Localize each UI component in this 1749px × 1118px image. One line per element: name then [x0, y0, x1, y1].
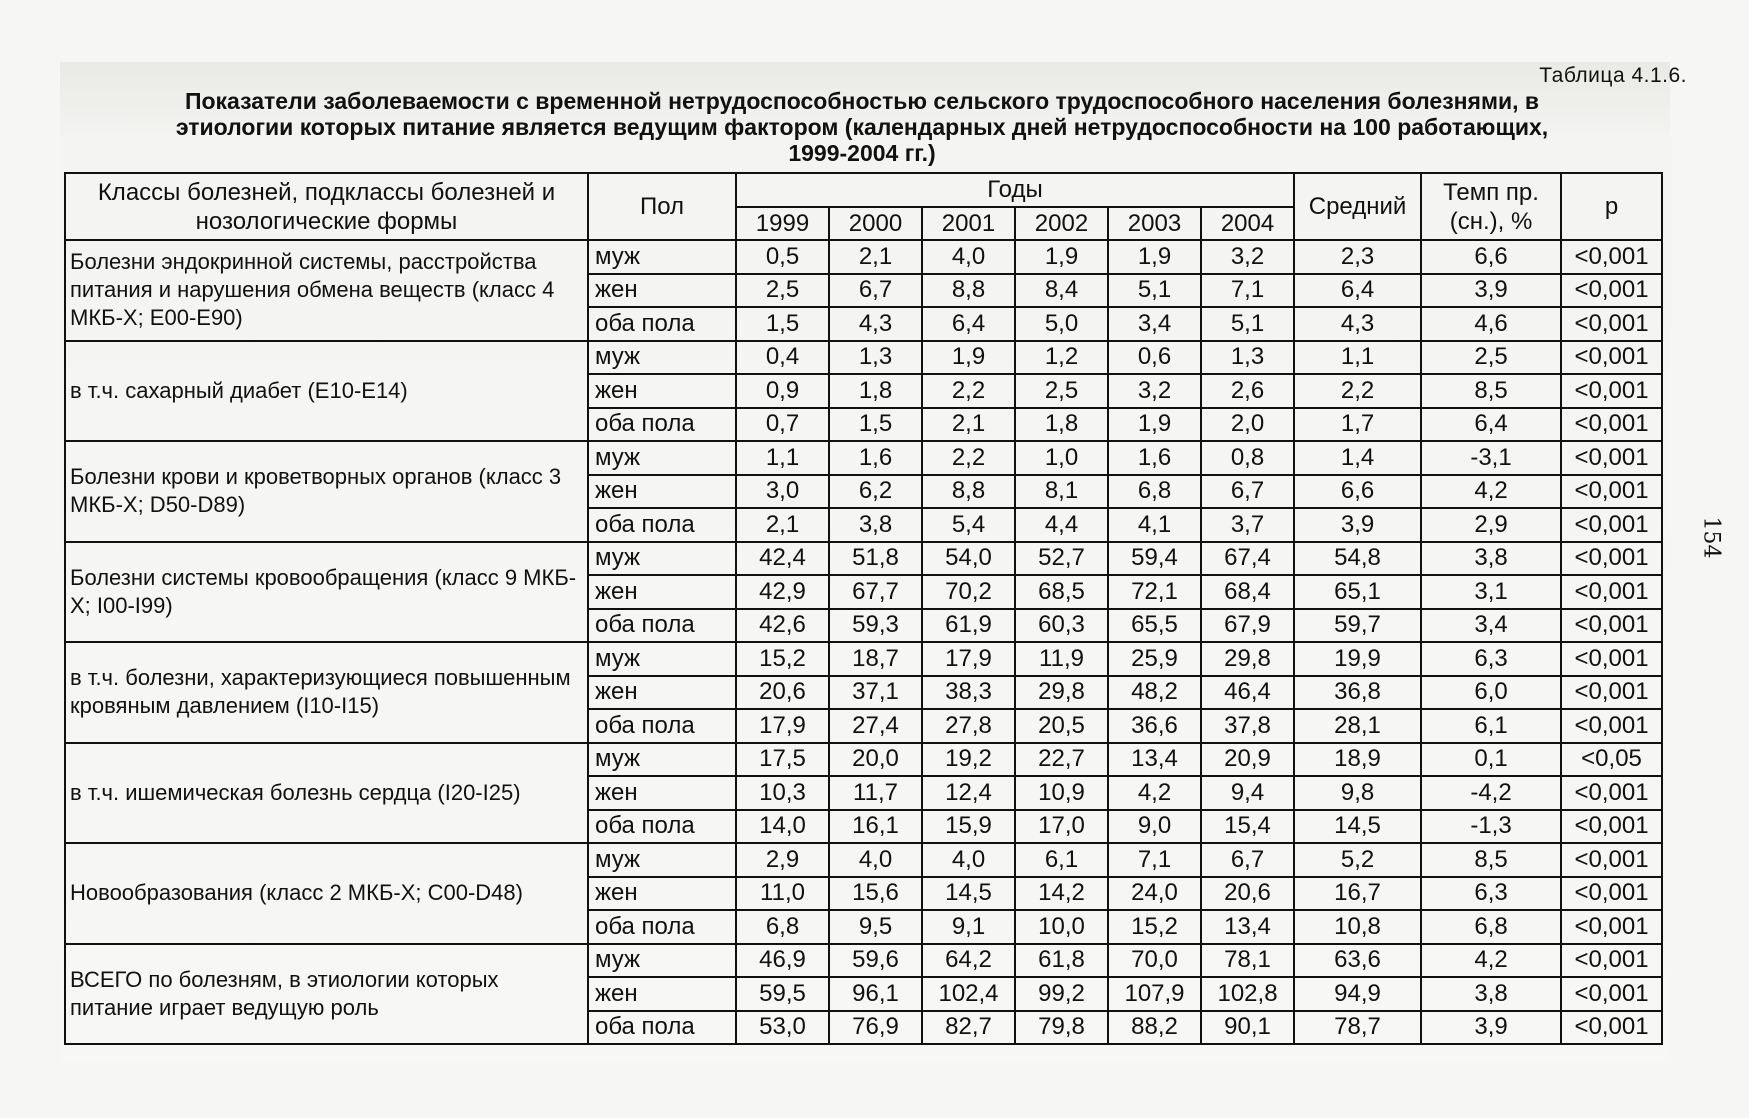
- year-value-cell: 64,2: [922, 944, 1015, 978]
- p-value-cell: <0,001: [1561, 307, 1662, 341]
- year-value-cell: 1,5: [829, 408, 922, 442]
- year-value-cell: 6,4: [922, 307, 1015, 341]
- year-value-cell: 7,1: [1108, 843, 1201, 877]
- year-value-cell: 107,9: [1108, 977, 1201, 1011]
- year-value-cell: 14,5: [922, 877, 1015, 911]
- growth-rate-cell: 6,3: [1421, 642, 1561, 676]
- year-value-cell: 60,3: [1015, 609, 1108, 643]
- growth-rate-cell: 6,0: [1421, 676, 1561, 710]
- average-cell: 78,7: [1294, 1011, 1421, 1045]
- average-cell: 4,3: [1294, 307, 1421, 341]
- year-value-cell: 3,7: [1201, 508, 1294, 542]
- average-cell: 5,2: [1294, 843, 1421, 877]
- disease-class-cell: в т.ч. болезни, характеризующиеся повышенным кровяным давлением (I10-I15): [65, 642, 588, 743]
- year-value-cell: 4,3: [829, 307, 922, 341]
- p-value-cell: <0,05: [1561, 743, 1662, 777]
- table-row: [65, 542, 1662, 576]
- average-cell: 16,7: [1294, 877, 1421, 911]
- table-number: Таблица 4.1.6.: [1539, 64, 1687, 87]
- year-value-cell: 6,7: [829, 274, 922, 308]
- average-cell: 6,6: [1294, 475, 1421, 509]
- sex-cell: жен: [588, 877, 736, 911]
- p-value-cell: <0,001: [1561, 676, 1662, 710]
- sex-cell: муж: [588, 843, 736, 877]
- sex-cell: муж: [588, 441, 736, 475]
- year-value-cell: 0,9: [736, 374, 829, 408]
- sex-cell: оба пола: [588, 1011, 736, 1045]
- sex-cell: оба пола: [588, 609, 736, 643]
- year-value-cell: 4,4: [1015, 508, 1108, 542]
- average-cell: 54,8: [1294, 542, 1421, 576]
- header-year: 2002: [1015, 207, 1108, 241]
- year-value-cell: 15,2: [1108, 910, 1201, 944]
- sex-cell: муж: [588, 944, 736, 978]
- year-value-cell: 48,2: [1108, 676, 1201, 710]
- table-row: [65, 341, 1662, 375]
- page-number: 154: [1698, 516, 1724, 559]
- year-value-cell: 3,2: [1201, 240, 1294, 274]
- year-value-cell: 59,3: [829, 609, 922, 643]
- growth-rate-cell: 6,8: [1421, 910, 1561, 944]
- year-value-cell: 17,9: [922, 642, 1015, 676]
- p-value-cell: <0,001: [1561, 810, 1662, 844]
- disease-class-cell: Болезни крови и кроветворных органов (класс 3 МКБ-X; D50-D89): [65, 441, 588, 542]
- year-value-cell: 5,4: [922, 508, 1015, 542]
- year-value-cell: 70,2: [922, 575, 1015, 609]
- year-value-cell: 15,6: [829, 877, 922, 911]
- average-cell: 2,3: [1294, 240, 1421, 274]
- sex-cell: жен: [588, 274, 736, 308]
- year-value-cell: 2,2: [922, 441, 1015, 475]
- sex-cell: оба пола: [588, 508, 736, 542]
- average-cell: 19,9: [1294, 642, 1421, 676]
- table-row: [65, 743, 1662, 777]
- year-value-cell: 4,0: [922, 843, 1015, 877]
- header-average: Средний: [1294, 173, 1421, 240]
- sex-cell: оба пола: [588, 910, 736, 944]
- p-value-cell: <0,001: [1561, 341, 1662, 375]
- year-value-cell: 1,9: [1108, 240, 1201, 274]
- year-value-cell: 1,5: [736, 307, 829, 341]
- year-value-cell: 14,2: [1015, 877, 1108, 911]
- sex-cell: оба пола: [588, 307, 736, 341]
- growth-rate-cell: 6,3: [1421, 877, 1561, 911]
- year-value-cell: 42,9: [736, 575, 829, 609]
- sex-cell: муж: [588, 240, 736, 274]
- year-value-cell: 76,9: [829, 1011, 922, 1045]
- header-year: 2003: [1108, 207, 1201, 241]
- disease-class-cell: Болезни системы кровообращения (класс 9 МКБ-X; I00-I99): [65, 542, 588, 643]
- year-value-cell: 82,7: [922, 1011, 1015, 1045]
- year-value-cell: 29,8: [1015, 676, 1108, 710]
- sex-cell: муж: [588, 642, 736, 676]
- year-value-cell: 24,0: [1108, 877, 1201, 911]
- year-value-cell: 25,9: [1108, 642, 1201, 676]
- year-value-cell: 27,8: [922, 709, 1015, 743]
- p-value-cell: <0,001: [1561, 910, 1662, 944]
- sex-cell: жен: [588, 475, 736, 509]
- year-value-cell: 11,7: [829, 776, 922, 810]
- year-value-cell: 1,2: [1015, 341, 1108, 375]
- p-value-cell: <0,001: [1561, 240, 1662, 274]
- year-value-cell: 14,0: [736, 810, 829, 844]
- disease-class-cell: в т.ч. сахарный диабет (E10-E14): [65, 341, 588, 442]
- year-value-cell: 90,1: [1201, 1011, 1294, 1045]
- year-value-cell: 59,6: [829, 944, 922, 978]
- year-value-cell: 19,2: [922, 743, 1015, 777]
- header-year: 2004: [1201, 207, 1294, 241]
- growth-rate-cell: 4,2: [1421, 944, 1561, 978]
- year-value-cell: 42,4: [736, 542, 829, 576]
- year-value-cell: 15,4: [1201, 810, 1294, 844]
- year-value-cell: 67,4: [1201, 542, 1294, 576]
- average-cell: 2,2: [1294, 374, 1421, 408]
- year-value-cell: 17,5: [736, 743, 829, 777]
- year-value-cell: 1,8: [829, 374, 922, 408]
- disease-class-cell: в т.ч. ишемическая болезнь сердца (I20-I25): [65, 743, 588, 844]
- year-value-cell: 2,6: [1201, 374, 1294, 408]
- year-value-cell: 78,1: [1201, 944, 1294, 978]
- year-value-cell: 2,2: [922, 374, 1015, 408]
- year-value-cell: 88,2: [1108, 1011, 1201, 1045]
- year-value-cell: 6,8: [1108, 475, 1201, 509]
- p-value-cell: <0,001: [1561, 944, 1662, 978]
- year-value-cell: 1,9: [922, 341, 1015, 375]
- year-value-cell: 2,1: [922, 408, 1015, 442]
- year-value-cell: 46,9: [736, 944, 829, 978]
- header-years-group: Годы: [736, 173, 1294, 207]
- year-value-cell: 9,0: [1108, 810, 1201, 844]
- year-value-cell: 59,5: [736, 977, 829, 1011]
- year-value-cell: 18,7: [829, 642, 922, 676]
- table-row: [65, 240, 1662, 274]
- year-value-cell: 4,2: [1108, 776, 1201, 810]
- year-value-cell: 4,0: [922, 240, 1015, 274]
- growth-rate-cell: 2,9: [1421, 508, 1561, 542]
- growth-rate-cell: 3,8: [1421, 977, 1561, 1011]
- year-value-cell: 9,1: [922, 910, 1015, 944]
- p-value-cell: <0,001: [1561, 776, 1662, 810]
- year-value-cell: 96,1: [829, 977, 922, 1011]
- year-value-cell: 6,7: [1201, 475, 1294, 509]
- sex-cell: оба пола: [588, 408, 736, 442]
- growth-rate-cell: -3,1: [1421, 441, 1561, 475]
- year-value-cell: 3,8: [829, 508, 922, 542]
- average-cell: 9,8: [1294, 776, 1421, 810]
- growth-rate-cell: 3,8: [1421, 542, 1561, 576]
- growth-rate-cell: 6,4: [1421, 408, 1561, 442]
- year-value-cell: 1,6: [1108, 441, 1201, 475]
- year-value-cell: 20,9: [1201, 743, 1294, 777]
- year-value-cell: 37,1: [829, 676, 922, 710]
- growth-rate-cell: 3,9: [1421, 274, 1561, 308]
- sex-cell: муж: [588, 542, 736, 576]
- p-value-cell: <0,001: [1561, 609, 1662, 643]
- p-value-cell: <0,001: [1561, 709, 1662, 743]
- year-value-cell: 5,1: [1108, 274, 1201, 308]
- year-value-cell: 2,1: [829, 240, 922, 274]
- growth-rate-cell: 4,6: [1421, 307, 1561, 341]
- header-sex: Пол: [588, 173, 736, 240]
- year-value-cell: 11,0: [736, 877, 829, 911]
- sex-cell: оба пола: [588, 810, 736, 844]
- year-value-cell: 68,4: [1201, 575, 1294, 609]
- year-value-cell: 1,6: [829, 441, 922, 475]
- year-value-cell: 65,5: [1108, 609, 1201, 643]
- year-value-cell: 12,4: [922, 776, 1015, 810]
- p-value-cell: <0,001: [1561, 575, 1662, 609]
- year-value-cell: 11,9: [1015, 642, 1108, 676]
- p-value-cell: <0,001: [1561, 508, 1662, 542]
- disease-class-cell: Болезни эндокринной системы, расстройства питания и нарушения обмена веществ (класс 4 МКБ-X; E00-E90): [65, 240, 588, 341]
- year-value-cell: 8,8: [922, 475, 1015, 509]
- year-value-cell: 17,0: [1015, 810, 1108, 844]
- year-value-cell: 9,4: [1201, 776, 1294, 810]
- p-value-cell: <0,001: [1561, 475, 1662, 509]
- year-value-cell: 16,1: [829, 810, 922, 844]
- year-value-cell: 1,9: [1108, 408, 1201, 442]
- growth-rate-cell: 6,6: [1421, 240, 1561, 274]
- year-value-cell: 9,5: [829, 910, 922, 944]
- year-value-cell: 102,8: [1201, 977, 1294, 1011]
- year-value-cell: 38,3: [922, 676, 1015, 710]
- header-growth-rate: Темп пр. (сн.), %: [1421, 173, 1561, 240]
- average-cell: 94,9: [1294, 977, 1421, 1011]
- year-value-cell: 54,0: [922, 542, 1015, 576]
- year-value-cell: 67,7: [829, 575, 922, 609]
- sex-cell: жен: [588, 575, 736, 609]
- year-value-cell: 46,4: [1201, 676, 1294, 710]
- p-value-cell: <0,001: [1561, 542, 1662, 576]
- year-value-cell: 1,9: [1015, 240, 1108, 274]
- table-row: [65, 843, 1662, 877]
- year-value-cell: 2,5: [1015, 374, 1108, 408]
- year-value-cell: 51,8: [829, 542, 922, 576]
- year-value-cell: 4,1: [1108, 508, 1201, 542]
- year-value-cell: 20,0: [829, 743, 922, 777]
- year-value-cell: 36,6: [1108, 709, 1201, 743]
- year-value-cell: 1,1: [736, 441, 829, 475]
- p-value-cell: <0,001: [1561, 642, 1662, 676]
- header-year: 2001: [922, 207, 1015, 241]
- sex-cell: жен: [588, 676, 736, 710]
- p-value-cell: <0,001: [1561, 374, 1662, 408]
- growth-rate-cell: 6,1: [1421, 709, 1561, 743]
- average-cell: 28,1: [1294, 709, 1421, 743]
- year-value-cell: 61,9: [922, 609, 1015, 643]
- caption-line: Показатели заболеваемости с временной нетрудоспособностью сельского трудоспособного населения болезнями, в: [184, 88, 1540, 114]
- header-class: Классы болезней, подклассы болезней и нозологические формы: [65, 173, 588, 240]
- year-value-cell: 22,7: [1015, 743, 1108, 777]
- year-value-cell: 6,2: [829, 475, 922, 509]
- sex-cell: муж: [588, 743, 736, 777]
- p-value-cell: <0,001: [1561, 977, 1662, 1011]
- disease-class-cell: Новообразования (класс 2 МКБ-X; C00-D48): [65, 843, 588, 944]
- year-value-cell: 20,6: [1201, 877, 1294, 911]
- table-row: [65, 441, 1662, 475]
- year-value-cell: 4,0: [829, 843, 922, 877]
- table-header: [65, 173, 1662, 240]
- year-value-cell: 99,2: [1015, 977, 1108, 1011]
- year-value-cell: 8,8: [922, 274, 1015, 308]
- year-value-cell: 59,4: [1108, 542, 1201, 576]
- growth-rate-cell: 3,1: [1421, 575, 1561, 609]
- year-value-cell: 3,2: [1108, 374, 1201, 408]
- year-value-cell: 79,8: [1015, 1011, 1108, 1045]
- year-value-cell: 52,7: [1015, 542, 1108, 576]
- p-value-cell: <0,001: [1561, 441, 1662, 475]
- p-value-cell: <0,001: [1561, 843, 1662, 877]
- average-cell: 1,7: [1294, 408, 1421, 442]
- average-cell: 14,5: [1294, 810, 1421, 844]
- year-value-cell: 53,0: [736, 1011, 829, 1045]
- year-value-cell: 0,4: [736, 341, 829, 375]
- year-value-cell: 17,9: [736, 709, 829, 743]
- year-value-cell: 10,9: [1015, 776, 1108, 810]
- growth-rate-cell: 3,4: [1421, 609, 1561, 643]
- growth-rate-cell: 4,2: [1421, 475, 1561, 509]
- p-value-cell: <0,001: [1561, 408, 1662, 442]
- year-value-cell: 15,2: [736, 642, 829, 676]
- year-value-cell: 27,4: [829, 709, 922, 743]
- year-value-cell: 67,9: [1201, 609, 1294, 643]
- year-value-cell: 3,4: [1108, 307, 1201, 341]
- average-cell: 36,8: [1294, 676, 1421, 710]
- year-value-cell: 6,8: [736, 910, 829, 944]
- year-value-cell: 0,5: [736, 240, 829, 274]
- year-value-cell: 6,7: [1201, 843, 1294, 877]
- header-year: 2000: [829, 207, 922, 241]
- header-year: 1999: [736, 207, 829, 241]
- year-value-cell: 6,1: [1015, 843, 1108, 877]
- table-row: [65, 642, 1662, 676]
- growth-rate-cell: 2,5: [1421, 341, 1561, 375]
- year-value-cell: 13,4: [1108, 743, 1201, 777]
- year-value-cell: 72,1: [1108, 575, 1201, 609]
- year-value-cell: 29,8: [1201, 642, 1294, 676]
- year-value-cell: 68,5: [1015, 575, 1108, 609]
- average-cell: 6,4: [1294, 274, 1421, 308]
- average-cell: 63,6: [1294, 944, 1421, 978]
- growth-rate-cell: -1,3: [1421, 810, 1561, 844]
- year-value-cell: 102,4: [922, 977, 1015, 1011]
- year-value-cell: 5,0: [1015, 307, 1108, 341]
- sex-cell: оба пола: [588, 709, 736, 743]
- p-value-cell: <0,001: [1561, 274, 1662, 308]
- year-value-cell: 1,3: [1201, 341, 1294, 375]
- average-cell: 65,1: [1294, 575, 1421, 609]
- year-value-cell: 2,5: [736, 274, 829, 308]
- year-value-cell: 61,8: [1015, 944, 1108, 978]
- growth-rate-cell: 0,1: [1421, 743, 1561, 777]
- caption-line: 1999-2004 гг.): [788, 140, 936, 166]
- p-value-cell: <0,001: [1561, 1011, 1662, 1045]
- year-value-cell: 1,0: [1015, 441, 1108, 475]
- sex-cell: жен: [588, 977, 736, 1011]
- year-value-cell: 70,0: [1108, 944, 1201, 978]
- year-value-cell: 1,3: [829, 341, 922, 375]
- table-body: [65, 240, 1662, 1044]
- table-row: [65, 944, 1662, 978]
- year-value-cell: 3,0: [736, 475, 829, 509]
- year-value-cell: 13,4: [1201, 910, 1294, 944]
- year-value-cell: 2,1: [736, 508, 829, 542]
- year-value-cell: 0,6: [1108, 341, 1201, 375]
- average-cell: 1,4: [1294, 441, 1421, 475]
- average-cell: 10,8: [1294, 910, 1421, 944]
- growth-rate-cell: 3,9: [1421, 1011, 1561, 1045]
- year-value-cell: 37,8: [1201, 709, 1294, 743]
- year-value-cell: 0,8: [1201, 441, 1294, 475]
- sex-cell: жен: [588, 374, 736, 408]
- disease-class-cell: ВСЕГО по болезням, в этиологии которых питание играет ведущую роль: [65, 944, 588, 1045]
- year-value-cell: 2,0: [1201, 408, 1294, 442]
- year-value-cell: 8,4: [1015, 274, 1108, 308]
- average-cell: 59,7: [1294, 609, 1421, 643]
- year-value-cell: 5,1: [1201, 307, 1294, 341]
- year-value-cell: 0,7: [736, 408, 829, 442]
- p-value-cell: <0,001: [1561, 877, 1662, 911]
- growth-rate-cell: 8,5: [1421, 374, 1561, 408]
- year-value-cell: 10,3: [736, 776, 829, 810]
- morbidity-table: [64, 172, 1663, 1045]
- growth-rate-cell: -4,2: [1421, 776, 1561, 810]
- average-cell: 3,9: [1294, 508, 1421, 542]
- year-value-cell: 15,9: [922, 810, 1015, 844]
- average-cell: 1,1: [1294, 341, 1421, 375]
- table-caption: [62, 88, 1662, 166]
- year-value-cell: 42,6: [736, 609, 829, 643]
- sex-cell: жен: [588, 776, 736, 810]
- year-value-cell: 20,6: [736, 676, 829, 710]
- year-value-cell: 10,0: [1015, 910, 1108, 944]
- year-value-cell: 20,5: [1015, 709, 1108, 743]
- sex-cell: муж: [588, 341, 736, 375]
- year-value-cell: 8,1: [1015, 475, 1108, 509]
- year-value-cell: 7,1: [1201, 274, 1294, 308]
- year-value-cell: 2,9: [736, 843, 829, 877]
- growth-rate-cell: 8,5: [1421, 843, 1561, 877]
- year-value-cell: 1,8: [1015, 408, 1108, 442]
- caption-line: этиологии которых питание является ведущим фактором (календарных дней нетрудоспособности на 100 работающих,: [175, 114, 1549, 140]
- header-p: p: [1561, 173, 1662, 240]
- average-cell: 18,9: [1294, 743, 1421, 777]
